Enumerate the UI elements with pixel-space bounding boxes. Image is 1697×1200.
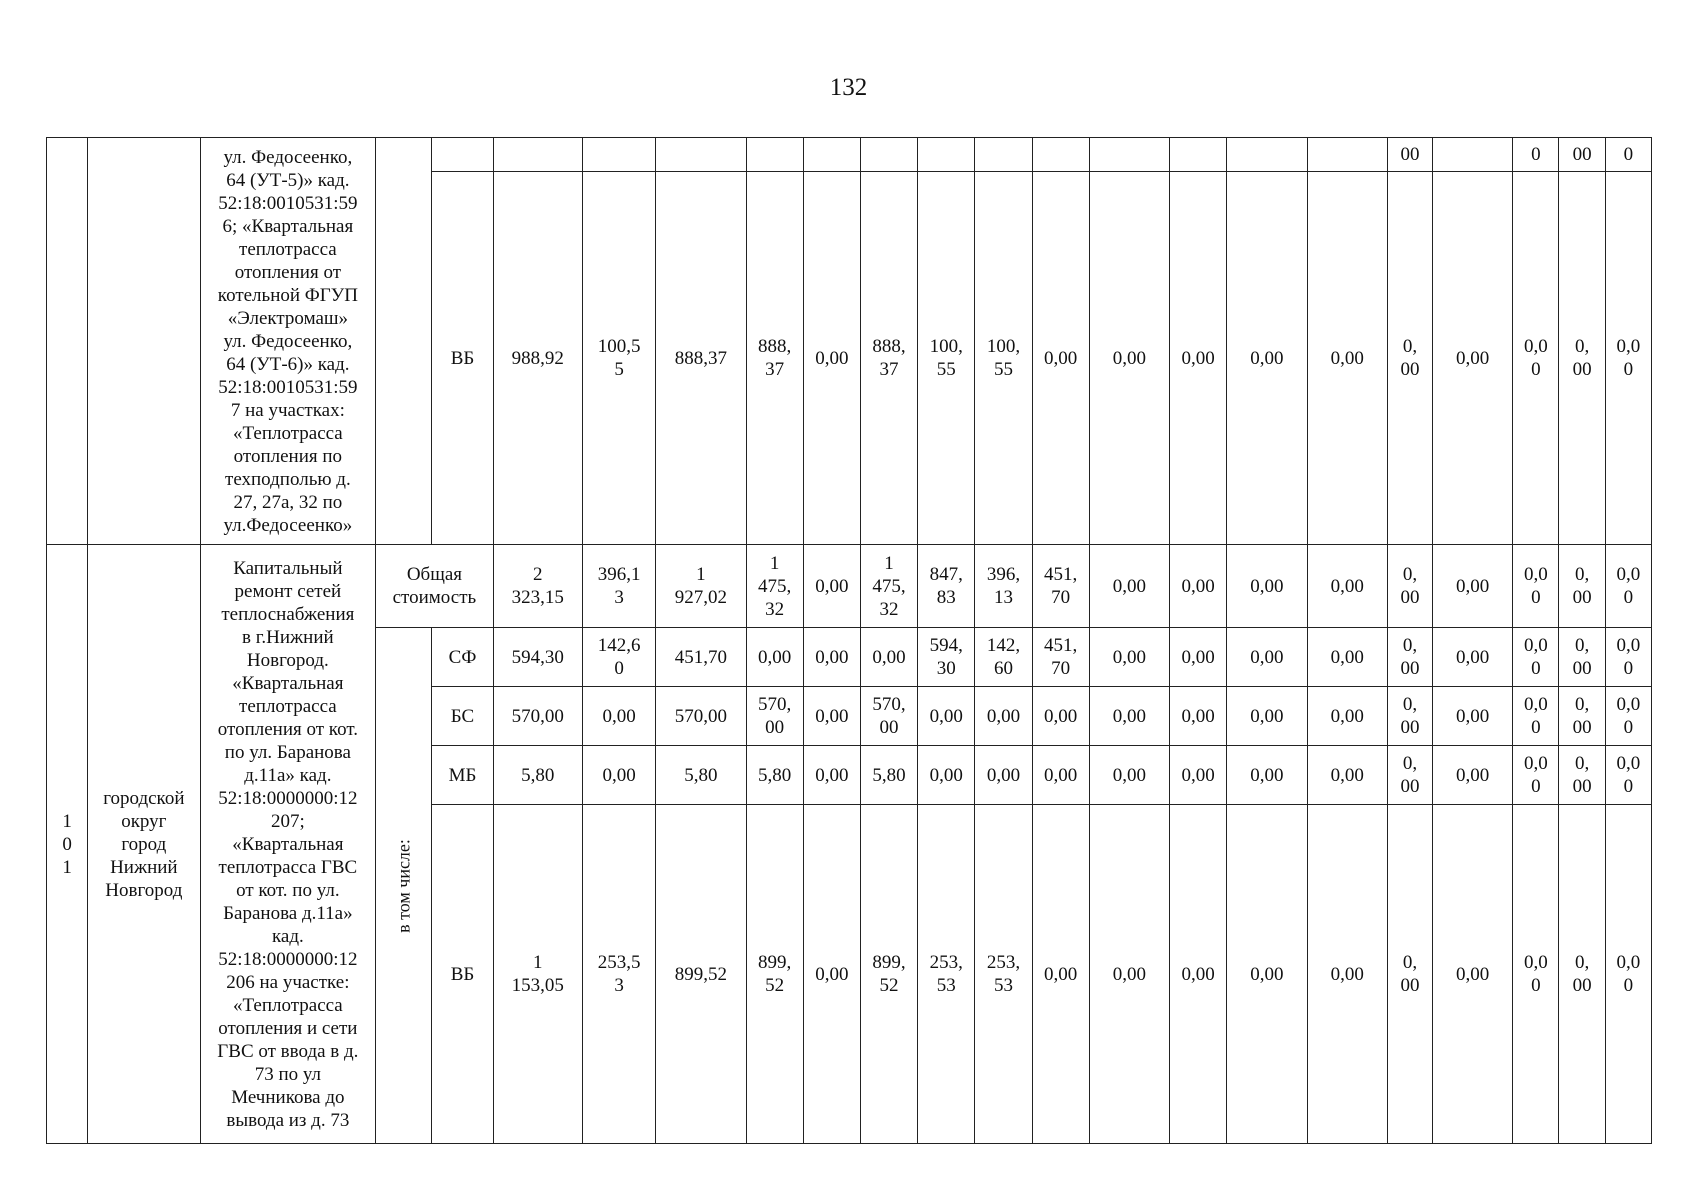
value-cell: 0,00 xyxy=(803,545,860,628)
value-cell: 0,0 0 xyxy=(1605,805,1651,1144)
value-cell: 451, 70 xyxy=(1032,628,1089,687)
value-cell: 570, 00 xyxy=(746,687,803,746)
value-cell: 0,00 xyxy=(1089,746,1169,805)
value-cell: 888, 37 xyxy=(860,172,917,545)
value-cell: 0,0 0 xyxy=(1605,545,1651,628)
municipality-cell xyxy=(88,138,200,545)
value-cell: 0,00 xyxy=(1089,687,1169,746)
including-label-cell xyxy=(376,628,432,1144)
value-cell: 0,00 xyxy=(1227,805,1307,1144)
value-cell: 0,00 xyxy=(803,172,860,545)
value-cell: 142,6 0 xyxy=(582,628,655,687)
value-cell: 142, 60 xyxy=(975,628,1032,687)
value-cell: 888, 37 xyxy=(746,172,803,545)
value-cell: 0,00 xyxy=(1307,805,1387,1144)
value-cell: 0,00 xyxy=(1307,628,1387,687)
value-cell: 5,80 xyxy=(656,746,746,805)
value-cell: 1 153,05 xyxy=(493,805,582,1144)
value-cell: 0,00 xyxy=(1170,628,1227,687)
value-cell: 0,00 xyxy=(1227,687,1307,746)
value-cell: 253, 53 xyxy=(975,805,1032,1144)
value-cell: 0,00 xyxy=(1433,805,1513,1144)
source-cell: ВБ xyxy=(432,805,493,1144)
value-cell: 0,00 xyxy=(803,805,860,1144)
value-cell: 00 xyxy=(1387,138,1432,172)
value-cell: 570, 00 xyxy=(860,687,917,746)
value-cell: 0, 00 xyxy=(1387,687,1432,746)
value-cell: 0,0 0 xyxy=(1513,545,1559,628)
value-cell: 899, 52 xyxy=(860,805,917,1144)
value-cell: 451, 70 xyxy=(1032,545,1089,628)
budget-table xyxy=(46,137,1652,1144)
value-cell xyxy=(746,138,803,172)
source-cell: СФ xyxy=(432,628,493,687)
value-cell xyxy=(656,138,746,172)
value-cell: 594, 30 xyxy=(918,628,975,687)
value-cell: 0,00 xyxy=(1170,545,1227,628)
value-cell: 396,1 3 xyxy=(582,545,655,628)
value-cell xyxy=(582,138,655,172)
value-cell: 1 927,02 xyxy=(656,545,746,628)
value-cell: 0,00 xyxy=(1089,172,1169,545)
value-cell: 396, 13 xyxy=(975,545,1032,628)
value-cell: 5,80 xyxy=(860,746,917,805)
value-cell: 0,0 0 xyxy=(1513,687,1559,746)
value-cell: 0,00 xyxy=(1433,545,1513,628)
value-cell: 0,00 xyxy=(803,628,860,687)
value-cell: 0,00 xyxy=(746,628,803,687)
value-cell: 0, 00 xyxy=(1387,172,1432,545)
row-number-cell: 1 0 1 xyxy=(47,545,88,1144)
value-cell xyxy=(1227,138,1307,172)
value-cell xyxy=(918,138,975,172)
object-description: ул. Федосеенко, 64 (УТ-5)» кад. 52:18:0010531:59 6; «Квартальная теплотрасса отопления от котельной ФГУП «Электромаш» ул. Федосеенко, 64 (УТ-6)» кад. 52:18:0010531:59 7 на участках: «Теплотрасса отопления по техподполью д. 27, 27а, 32 по ул.Федосеенко» xyxy=(200,138,376,545)
value-cell: 0,0 0 xyxy=(1513,746,1559,805)
value-cell: 570,00 xyxy=(493,687,582,746)
value-cell: 0,00 xyxy=(975,687,1032,746)
including-label: в том числе: xyxy=(393,838,414,933)
value-cell xyxy=(975,138,1032,172)
value-cell: 0, 00 xyxy=(1387,628,1432,687)
table-row xyxy=(47,545,1652,628)
cost-label-cell xyxy=(376,138,432,545)
value-cell: 0,00 xyxy=(803,687,860,746)
value-cell: 00 xyxy=(1559,138,1605,172)
value-cell: 0,00 xyxy=(1170,687,1227,746)
value-cell: 0, 00 xyxy=(1559,628,1605,687)
source-cell: МБ xyxy=(432,746,493,805)
value-cell: 0,00 xyxy=(1032,687,1089,746)
value-cell: 0,00 xyxy=(1307,687,1387,746)
value-cell: 0,0 0 xyxy=(1605,687,1651,746)
value-cell: 0,00 xyxy=(975,746,1032,805)
value-cell: 0,00 xyxy=(1433,687,1513,746)
value-cell: 0,00 xyxy=(582,687,655,746)
value-cell: 0,00 xyxy=(1307,746,1387,805)
value-cell: 5,80 xyxy=(746,746,803,805)
value-cell: 0 xyxy=(1513,138,1559,172)
value-cell: 847, 83 xyxy=(918,545,975,628)
value-cell xyxy=(1170,138,1227,172)
page-number: 132 xyxy=(829,74,868,101)
value-cell: 594,30 xyxy=(493,628,582,687)
value-cell: 0,00 xyxy=(1032,172,1089,545)
value-cell: 253,5 3 xyxy=(582,805,655,1144)
value-cell: 988,92 xyxy=(493,172,582,545)
value-cell: 0, 00 xyxy=(1559,805,1605,1144)
value-cell: 570,00 xyxy=(656,687,746,746)
value-cell: 100,5 5 xyxy=(582,172,655,545)
value-cell: 0,0 0 xyxy=(1513,805,1559,1144)
value-cell: 0,00 xyxy=(1170,746,1227,805)
value-cell: 0,0 0 xyxy=(1605,746,1651,805)
value-cell: 0,00 xyxy=(1170,805,1227,1144)
value-cell: 451,70 xyxy=(656,628,746,687)
value-cell: 100, 55 xyxy=(918,172,975,545)
value-cell: 0,00 xyxy=(860,628,917,687)
value-cell: 2 323,15 xyxy=(493,545,582,628)
object-description: Капитальный ремонт сетей теплоснабжения в г.Нижний Новгород. «Квартальная теплотрасса отопления от кот. по ул. Баранова д.11а» кад. 52:18:0000000:12 207; «Квартальная теплотрасса ГВС от кот. по ул. Баранова д.11а» кад. 52:18:0000000:12 206 на участке: «Теплотрасса отопления и сети ГВС от ввода в д. 73 по ул Мечникова до вывода из д. 73 xyxy=(200,545,376,1144)
value-cell: 0, 00 xyxy=(1387,545,1432,628)
value-cell: 0,00 xyxy=(1307,545,1387,628)
value-cell: 0,0 0 xyxy=(1605,172,1651,545)
value-cell: 0, 00 xyxy=(1387,805,1432,1144)
value-cell: 0,00 xyxy=(918,746,975,805)
value-cell: 1 475, 32 xyxy=(860,545,917,628)
value-cell: 5,80 xyxy=(493,746,582,805)
value-cell: 0,00 xyxy=(1227,628,1307,687)
value-cell: 0,00 xyxy=(1227,545,1307,628)
value-cell: 0, 00 xyxy=(1559,545,1605,628)
value-cell: 0,00 xyxy=(1227,172,1307,545)
source-cell xyxy=(432,138,493,172)
value-cell: 0,0 0 xyxy=(1513,628,1559,687)
value-cell xyxy=(1433,138,1513,172)
value-cell: 0 xyxy=(1605,138,1651,172)
source-cell: ВБ xyxy=(432,172,493,545)
value-cell: 0,00 xyxy=(1227,746,1307,805)
value-cell: 100, 55 xyxy=(975,172,1032,545)
value-cell: 0,0 0 xyxy=(1513,172,1559,545)
value-cell xyxy=(493,138,582,172)
value-cell xyxy=(803,138,860,172)
value-cell: 0, 00 xyxy=(1387,746,1432,805)
municipality-cell: городской округ город Нижний Новгород xyxy=(88,545,200,1144)
value-cell: 1 475, 32 xyxy=(746,545,803,628)
value-cell: 0,00 xyxy=(1089,545,1169,628)
value-cell: 0,00 xyxy=(582,746,655,805)
value-cell: 888,37 xyxy=(656,172,746,545)
value-cell: 0,00 xyxy=(1307,172,1387,545)
value-cell: 0, 00 xyxy=(1559,687,1605,746)
value-cell: 0,00 xyxy=(1089,628,1169,687)
row-number-cell xyxy=(47,138,88,545)
value-cell: 899, 52 xyxy=(746,805,803,1144)
value-cell xyxy=(1032,138,1089,172)
value-cell xyxy=(860,138,917,172)
total-cost-label: Общая стоимость xyxy=(376,545,493,628)
value-cell: 0,00 xyxy=(1032,746,1089,805)
source-cell: БС xyxy=(432,687,493,746)
value-cell: 0,00 xyxy=(918,687,975,746)
table-row xyxy=(47,138,1652,172)
value-cell: 0,00 xyxy=(1089,805,1169,1144)
value-cell: 0,00 xyxy=(1433,746,1513,805)
value-cell: 0, 00 xyxy=(1559,746,1605,805)
value-cell: 0,0 0 xyxy=(1605,628,1651,687)
value-cell: 0,00 xyxy=(1433,628,1513,687)
value-cell: 0,00 xyxy=(1032,805,1089,1144)
value-cell: 253, 53 xyxy=(918,805,975,1144)
value-cell: 0,00 xyxy=(1433,172,1513,545)
value-cell xyxy=(1307,138,1387,172)
value-cell xyxy=(1089,138,1169,172)
value-cell: 899,52 xyxy=(656,805,746,1144)
value-cell: 0,00 xyxy=(803,746,860,805)
value-cell: 0,00 xyxy=(1170,172,1227,545)
value-cell: 0, 00 xyxy=(1559,172,1605,545)
